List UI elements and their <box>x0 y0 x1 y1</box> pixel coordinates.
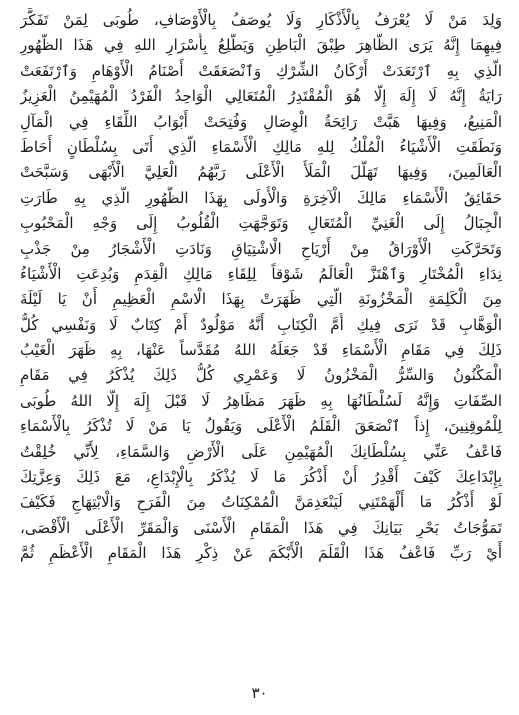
text-line-13: الْوَهَّابِ قَدْ نَرَى فِيكِ أُمَّ الْكِتَابِ أَنَّهُ مَوْلُودٌ أَمْ كِتَابٌ لَا وَنَفْسِي كُلُّ <box>20 315 502 334</box>
text-line-10: وَتَحَرَّكَتِ الْأَوْرَاقُ مِنْ أَرْيَاحِ الْاشْتِيَاقِ وَنَادَتِ الْأَشْجَارُ مِنْ جَذْبِ <box>20 239 502 258</box>
text-line-4: رَايَةُ إِنَّهُ لَا إِلَهَ إِلَّا هُوَ الْمُقْتَدِرُ الْمُتَعَالِي الْوَاحِدُ الْفَرْدُ الْمُهَيْمِنُ الْعَزِيزُ <box>20 87 502 106</box>
text-line-22: أَيْ رَبِّ فَاعْفُ هَذَا الْقَلَمَ الْأَبْكَمَ عَنْ ذِكْرِ هَذَا الْمَقَامِ الْأَعْظَمِ ثُمَّ <box>20 544 502 563</box>
text-line-19: بِإِبْدَاعِكَ كَيْفَ أَقْدِرُ أَنْ أَذْكُرَ مَا لَا يُذْكَرُ بِالْإِبْدَاعِ، مَعَ ذَلِكَ وَعِزَّتِكَ <box>20 468 502 487</box>
text-line-3: الَّذِي بِهِ ٱرْتَعَدَتْ أَرْكَانُ الشِّرْكِ وَٱنْصَعَقَتْ أَصْنَامُ الْأَوْهَامِ وَٱرْتَفَعَتْ <box>20 61 502 80</box>
text-line-21: تَمَوُّجَاتُ بَحْرِ بَيَانِكَ فِي هَذَا الْمَقَامِ الْأَسْنَى وَالْمَقَرِّ الْأَعْلَى الْأَقْصَى، <box>20 518 502 537</box>
text-line-12: مِنَ الْكَلِمَةِ الْمَخْزُونَةِ الَّتِي ظَهَرَتْ بِهَذَا الْاسْمِ الْعَظِيمِ أَنْ يَا لَيْلَةَ <box>20 290 502 309</box>
text-line-17: لِلْمُوقِنِينَ، إِذاً ٱنْصَعَقَ الْقَلَمُ الْأَعْلَى وَيَقُولُ يَا مَنْ لَا تُذْكَرُ بِالْأَسْمَاءِ <box>20 417 502 436</box>
text-line-7: الْعَالَمِينَ، وَفِيهَا تَهَلَّلَ الْمَلَأُ الْأَعْلَى رَبَّهُمُ الْعَلِيَّ الْأَبْهَى وَسَبَّحَتْ <box>20 163 502 182</box>
text-line-9: الْجِبَالُ إِلَى الْغَنِيِّ الْمُتَعَالِ وَتَوَجَّهَتِ الْقُلُوبُ إِلَى وَجْهِ الْمَحْبُوبِ <box>20 214 502 233</box>
text-line-15: الْمَكْنُونُ وَالسِّرُّ الْمَخْزُونُ لَا وَعَمْرِي كُلُّ ذَلِكَ يُذْكَرُ فِي مَقَامِ <box>20 366 502 385</box>
text-line-11: نِدَاءِ الْمُخْتَارِ وَٱهْتَزَّ الْعَالَمُ شَوْقاً لِلِقَاءِ مَالِكِ الْقِدَمِ وَبُدِعَتِ الْأَشْيَاءُ <box>20 264 502 283</box>
body-text <box>20 8 502 567</box>
page-number: ٣٠ <box>251 684 268 702</box>
text-line-18: فَاعْفُ عَنِّي بِسُلْطَانِكَ الْمُهَيْمِنِ عَلَى الْأَرْضِ وَالسَّمَاءِ، لِأَنِّي خُلِقْتُ <box>20 442 502 461</box>
text-line-20: لَوْ أَذْكُرُ مَا أَلْهَمْتَنِي لَيَنْعَدِمَنَّ الْمُمْكِنَاتُ مِنَ الْفَرَحِ وَالْابْتِهَاجِ فَكَيْفَ <box>20 493 502 512</box>
text-line-6: وَنَطَقَتِ الْأَشْيَاءُ الْمُلْكُ لِلهِ مَالِكِ الْأَسْمَاءِ الَّذِي أَتَى بِسُلْطَانٍ أَحَاطَ <box>20 137 502 156</box>
text-line-16: الصِّفَاتِ وَإِنَّهُ لَسُلْطَانُهَا بِهِ ظَهَرَ مَظَاهِرُ لَا قَبْلَ إِلَهَ إِلَّا اللهُ طُوبَى <box>20 391 502 410</box>
text-line-2: فِيهِمَا إِنَّهُ يَرَى الظَّاهِرَ طِبْقَ الْبَاطِنِ وَيَطَّلِعُ بِأَسْرَارِ اللهِ فِي هَذَا الظُّهُورِ <box>20 36 502 55</box>
text-line-14: ذَلِكَ فِي مَقَامِ الْأَسْمَاءِ قَدْ جَعَلَهُ اللهُ مُقَدَّساً عَنْهَا، بِهِ ظَهَرَ الْغَيْبُ <box>20 341 502 360</box>
text-line-5: الْمَنِيعُ، وَفِيهَا هَبَّتْ رَائِحَةُ الْوِصَالِ وَفُتِحَتْ أَبْوَابُ اللِّقَاءِ فِي الْمَآلِ <box>20 112 502 131</box>
text-line-1: وَلِدَ مَنْ لَا يُعْرَفُ بِالْأَذْكَارِ وَلَا يُوصَفُ بِالْأَوْصَافِ، طُوبَى لِمَنْ تَفَكَّرَ <box>20 11 502 29</box>
text-line-8: حَقَائِقُ الْأَسْمَاءِ مَالِكَ الْآخِرَةِ وَالْأُولَى بِهَذَا الظُّهُورِ الَّذِي بِهِ طَارَتِ <box>20 188 502 207</box>
